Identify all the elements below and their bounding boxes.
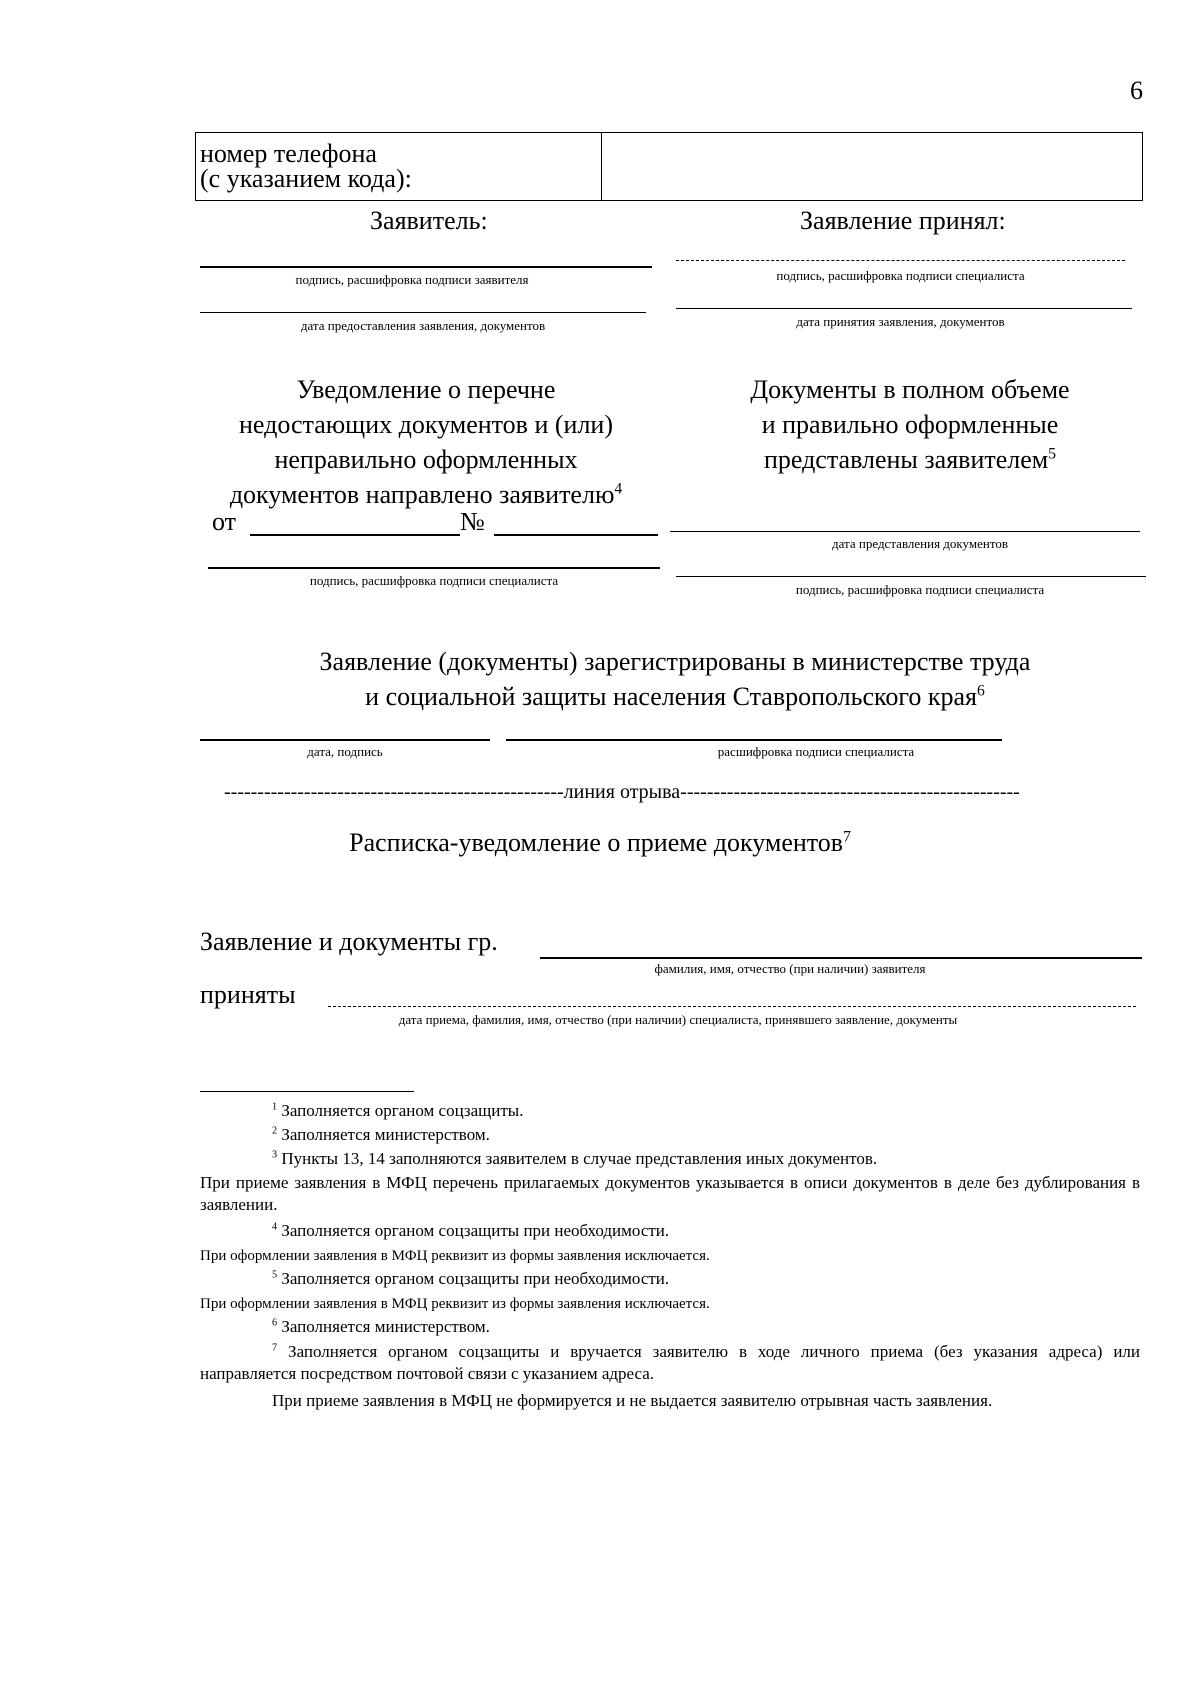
registration-line2 (150, 679, 1200, 714)
notice-line4 (200, 477, 652, 512)
phone-label-line2: (с указанием кода): (200, 164, 412, 193)
footnote-6 (272, 1316, 490, 1338)
notice-line1: Уведомление о перечне (296, 375, 556, 404)
docs-date-line[interactable] (670, 531, 1140, 532)
footnote-4-continuation: При оформлении заявления в МФЦ реквизит из формы заявления исключается. (200, 1248, 710, 1264)
applicant-header: Заявитель: (370, 206, 488, 235)
footnote-5-continuation: При оформлении заявления в МФЦ реквизит из формы заявления исключается. (200, 1296, 710, 1312)
notice-line2: недостающих документов и (или) (239, 410, 613, 439)
footnote-1-mark: 1 (272, 1101, 278, 1113)
submission-date-line[interactable] (200, 312, 646, 313)
specialist-signature-line[interactable] (676, 260, 1125, 261)
notice-line4-text: документов направлено заявителю (229, 480, 615, 509)
complete-docs-line1: Документы в полном объеме (750, 375, 1070, 404)
footnote-7 (200, 1341, 1140, 1385)
registration-date-signature-line[interactable] (200, 739, 490, 741)
receipt-title (0, 828, 1200, 858)
footnote-3-continuation: При приеме заявления в МФЦ перечень прилагаемых документов указывается в описи документов в деле без дублирования в заявлении. (200, 1173, 1140, 1214)
phone-label-line1: номер телефона (200, 139, 377, 168)
footnote-2-mark: 2 (272, 1125, 278, 1137)
phone-label-cell (196, 133, 602, 200)
complete-documents-statement (690, 372, 1130, 477)
phone-table (195, 132, 1143, 201)
footnote-5-mark: 5 (272, 1269, 278, 1281)
footnote-2-text: Заполняется министерством. (281, 1125, 490, 1144)
page-number: 6 (1130, 76, 1143, 105)
citizen-name-line[interactable] (540, 957, 1142, 959)
footnote-5-text: Заполняется органом соцзащиты при необходимости. (281, 1269, 670, 1288)
receipt-details-caption: дата приема, фамилия, имя, отчество (при наличии) специалиста, принявшего заявление, документы (398, 1012, 958, 1027)
footnote-4-text: Заполняется органом соцзащиты при необходимости. (281, 1221, 670, 1240)
footnote-3-mark: 3 (272, 1149, 278, 1161)
citizen-label: Заявление и документы гр. (200, 927, 498, 956)
footnote-7-text: Заполняется органом соцзащиты и вручается заявителю в ходе личного приема (без указания адреса) или направляется посредством почтовой связи с указанием адреса. (200, 1342, 1141, 1383)
receipt-details-line[interactable] (328, 1006, 1136, 1007)
complete-docs-line2: и правильно оформленные (761, 410, 1059, 439)
notice-number-line[interactable] (494, 534, 658, 536)
registration-line2-text: и социальной защиты населения Ставропольского края (365, 682, 978, 711)
submission-date-caption: дата предоставления заявления, документов (300, 318, 546, 333)
footnote-4-mark: 4 (272, 1221, 278, 1233)
complete-docs-line3 (690, 442, 1130, 477)
specialist-signature-caption: подпись, расшифровка подписи специалиста (776, 268, 1025, 283)
acceptance-date-caption: дата принятия заявления, документов (796, 314, 1005, 329)
footnote-1-text: Заполняется органом соцзащиты. (281, 1101, 524, 1120)
footnote-2 (272, 1124, 490, 1146)
registration-decode-caption: расшифровка подписи специалиста (717, 744, 915, 759)
tear-line: ---------------------------------------------------линия отрыва--------------------------------------------------- (224, 781, 1020, 803)
receipt-title-text: Расписка-уведомление о приеме документов (349, 828, 844, 857)
footnote-6-mark: 6 (272, 1317, 278, 1329)
registration-line1: Заявление (документы) зарегистрированы в министерстве труда (319, 647, 1031, 676)
accepted-label: приняты (200, 980, 296, 1009)
registration-date-signature-caption: дата, подпись (307, 744, 383, 759)
complete-docs-line3-text: представлены заявителем (763, 445, 1049, 474)
docs-date-caption: дата представления документов (831, 536, 1008, 551)
missing-documents-notice (200, 372, 652, 512)
applicant-signature-caption: подпись, расшифровка подписи заявителя (295, 272, 529, 287)
footnote-ref-6: 6 (977, 682, 985, 700)
footnote-7-continuation: При приеме заявления в МФЦ не формируется и не выдается заявителю отрывная часть заявления. (272, 1391, 993, 1410)
footnote-separator (200, 1091, 414, 1092)
footnote-ref-4: 4 (614, 480, 623, 498)
notice-specialist-signature-line[interactable] (208, 567, 660, 569)
docs-specialist-signature-caption: подпись, расшифровка подписи специалиста (795, 582, 1045, 597)
notice-number-sign: № (460, 507, 485, 536)
notice-from-label: от (212, 507, 237, 536)
notice-date-line[interactable] (250, 534, 460, 536)
registration-statement (150, 644, 1200, 714)
footnote-7-mark: 7 (272, 1342, 278, 1354)
footnote-ref-5: 5 (1048, 445, 1057, 463)
citizen-name-caption: фамилия, имя, отчество (при наличии) заявителя (654, 961, 926, 976)
applicant-signature-line[interactable] (200, 266, 652, 268)
notice-line3: неправильно оформленных (274, 445, 578, 474)
footnote-4 (272, 1220, 669, 1242)
phone-value-cell[interactable] (602, 133, 1142, 200)
footnote-6-text: Заполняется министерством. (281, 1317, 490, 1336)
registration-decode-line[interactable] (506, 739, 1002, 741)
footnote-5 (272, 1268, 669, 1290)
notice-specialist-signature-caption: подпись, расшифровка подписи специалиста (309, 573, 559, 588)
footnote-3 (272, 1148, 877, 1170)
footnote-ref-7: 7 (843, 828, 851, 846)
acceptance-date-line[interactable] (676, 308, 1132, 309)
footnote-3-text: Пункты 13, 14 заполняются заявителем в случае представления иных документов. (281, 1149, 878, 1168)
footnote-1 (272, 1100, 523, 1122)
accepted-by-header: Заявление принял: (800, 206, 1006, 235)
docs-specialist-signature-line[interactable] (676, 576, 1146, 577)
